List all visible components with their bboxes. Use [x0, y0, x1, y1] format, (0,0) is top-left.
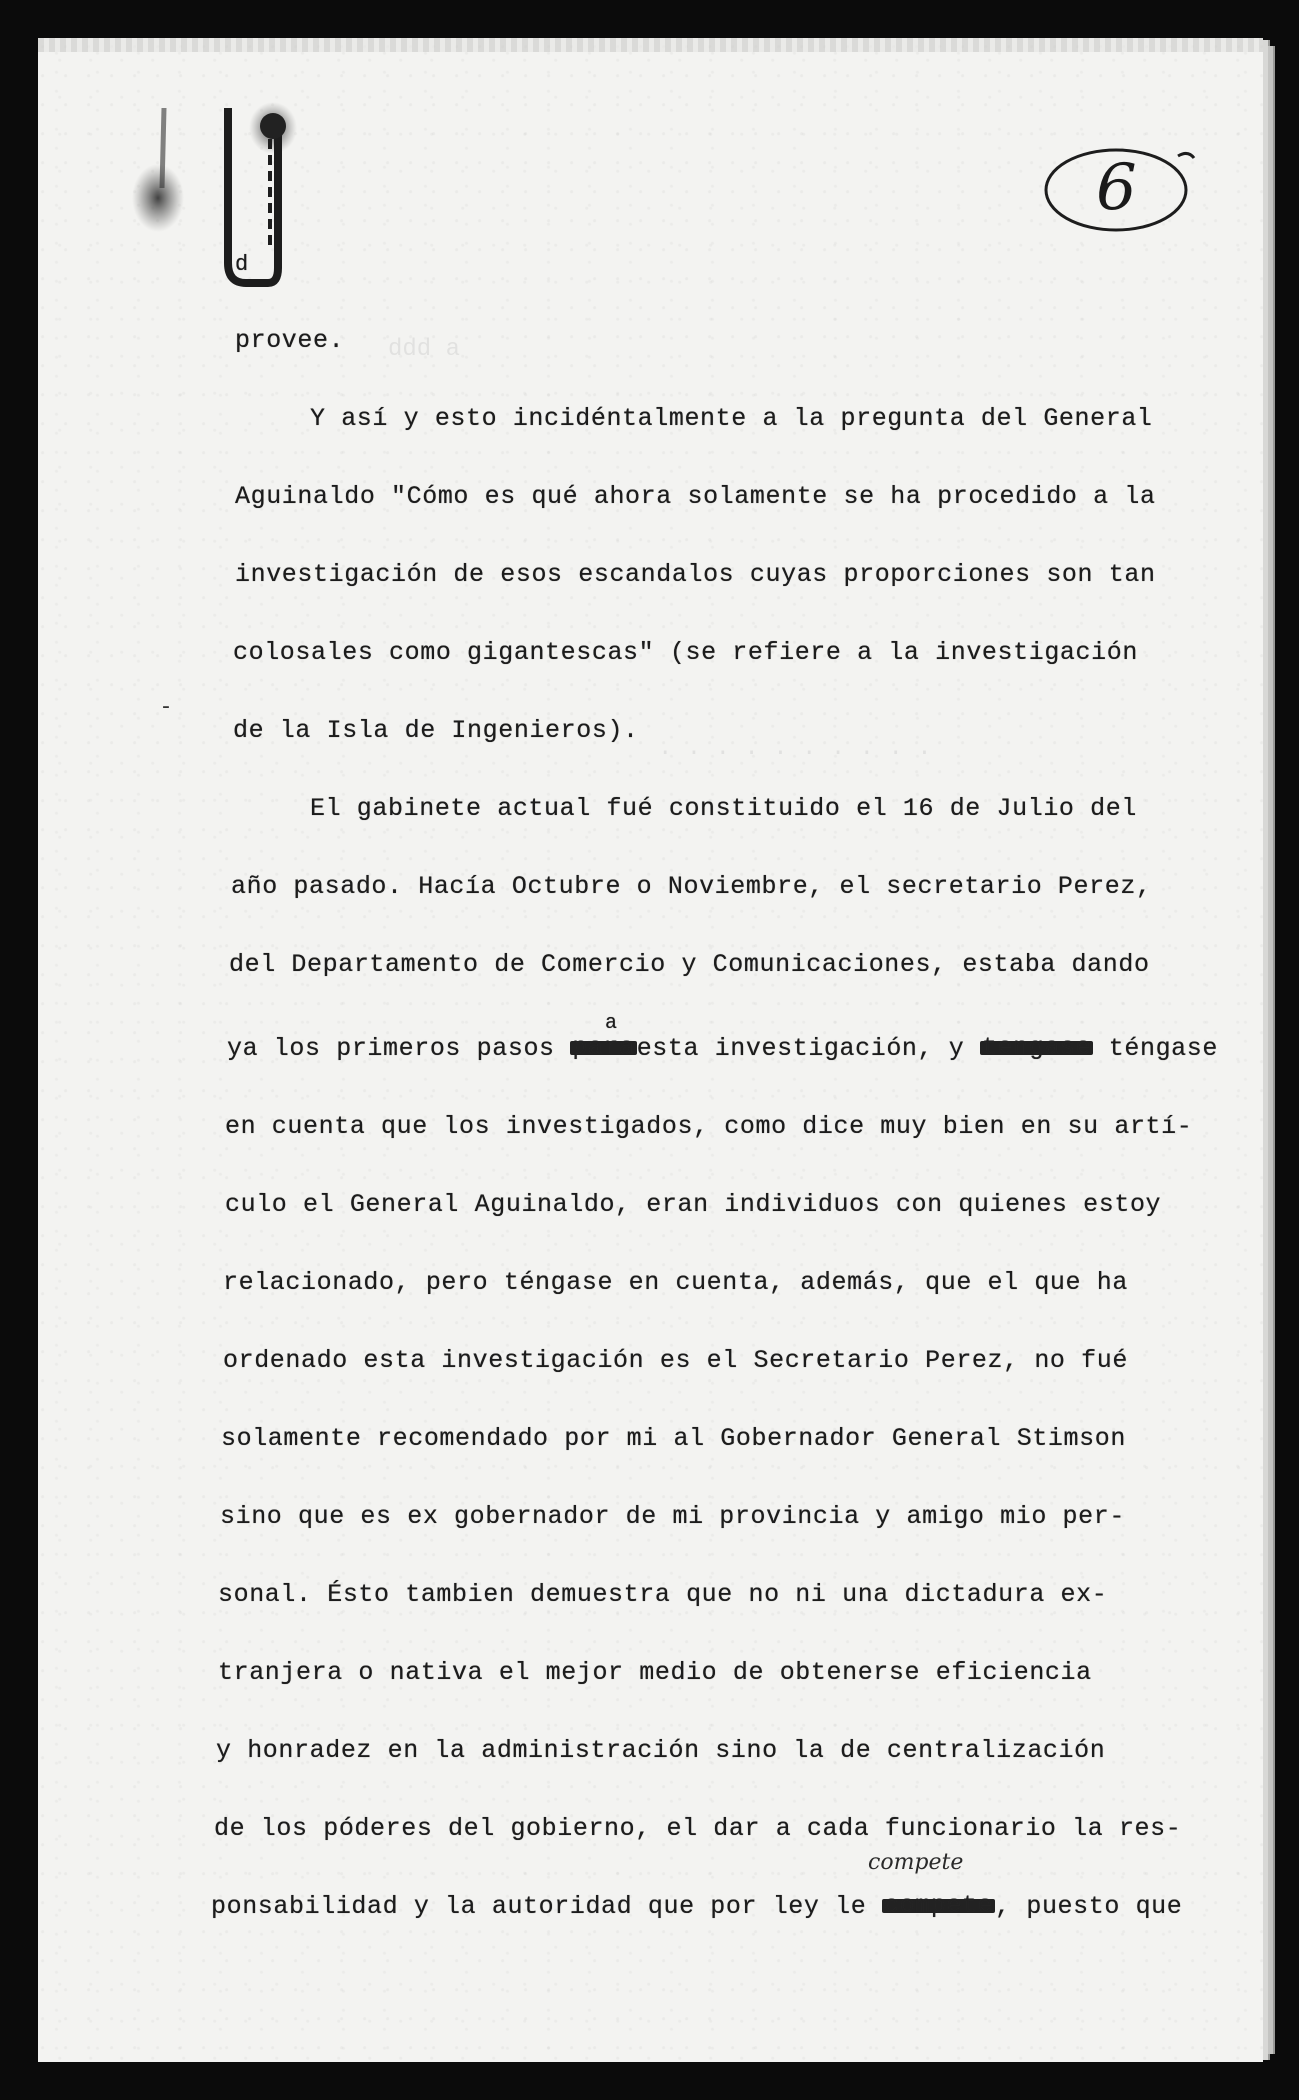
struck-word: para: [572, 1033, 635, 1063]
text-line: provee.: [235, 326, 345, 355]
text-line: investigación de esos escandalos cuyas proporciones son tan: [235, 560, 1156, 589]
bleed-through: ddd a: [388, 336, 461, 363]
text-line: sino que es ex gobernador de mi provincia y amigo mio per-: [220, 1502, 1125, 1531]
text-line-last: [211, 1892, 1182, 1921]
text-line-with-strikeouts: [227, 1034, 1218, 1063]
text-line: Aguinaldo "Cómo es qué ahora solamente se ha procedido a la: [235, 482, 1156, 511]
handwritten-correction: compete: [868, 1850, 964, 1875]
struck-word: tengase: [981, 1033, 1092, 1063]
paper-fastener-icon: [128, 68, 298, 298]
text-segment: téngase: [1093, 1034, 1218, 1063]
text-line: en cuenta que los investigados, como dice muy bien en su artí-: [225, 1112, 1193, 1141]
torn-top-edge: [38, 38, 1263, 52]
text-line: de la Isla de Ingenieros).: [233, 716, 639, 745]
text-segment: ponsabilidad y la autoridad que por ley le: [211, 1892, 867, 1921]
struck-word: compete: [883, 1891, 994, 1921]
page-number: 6: [1096, 151, 1137, 225]
corner-mark: d: [235, 252, 249, 277]
margin-mark: -: [162, 694, 170, 719]
text-line: tranjera o nativa el mejor medio de obtenerse eficiencia: [218, 1658, 1092, 1687]
text-line: sonal. Ésto tambien demuestra que no ni una dictadura ex-: [218, 1580, 1108, 1609]
document-page: [38, 38, 1263, 2062]
text-line: relacionado, pero téngase en cuenta, además, que el que ha: [223, 1268, 1128, 1297]
text-line: El gabinete actual fué constituido el 16 de Julio del: [310, 794, 1137, 823]
text-line: culo el General Aguinaldo, eran individuos con quienes estoy: [225, 1190, 1162, 1219]
text-line: colosales como gigantescas" (se refiere a la investigación: [233, 638, 1138, 667]
bleed-through: · · · · · · · · · ·: [658, 740, 932, 767]
text-segment: esta investigación, y: [636, 1034, 980, 1063]
paper-stack-edge: [1268, 46, 1275, 2054]
text-line: solamente recomendado por mi al Gobernador General Stimson: [221, 1424, 1126, 1453]
text-line: año pasado. Hacía Octubre o Noviembre, el secretario Perez,: [231, 872, 1152, 901]
text-line: y honradez en la administración sino la de centralización: [216, 1736, 1106, 1765]
text-line: Y así y esto incidéntalmente a la pregunta del General: [310, 404, 1153, 433]
text-line: de los póderes del gobierno, el dar a cada funcionario la res-: [214, 1814, 1182, 1843]
text-line: del Departamento de Comercio y Comunicaciones, estaba dando: [229, 950, 1150, 979]
text-line: ordenado esta investigación es el Secretario Perez, no fué: [223, 1346, 1128, 1375]
text-segment: , puesto que: [995, 1892, 1183, 1921]
text-segment: ya los primeros pasos: [227, 1034, 571, 1063]
interlinear-insertion: a: [605, 1012, 618, 1035]
